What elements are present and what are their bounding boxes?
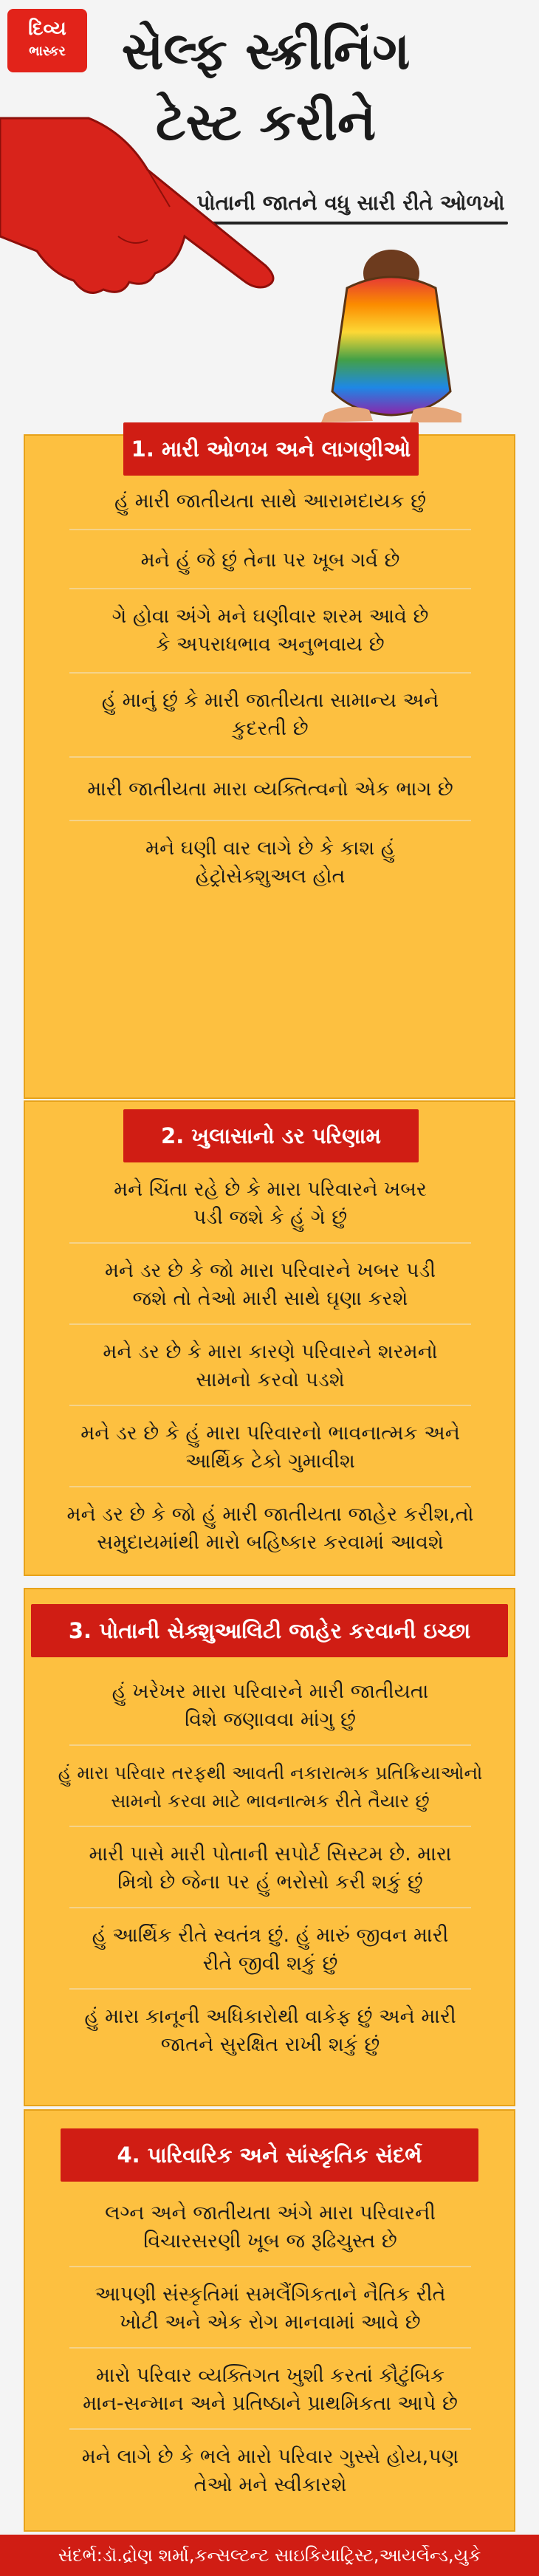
section-heading: 4. પારિવારિક અને સાંસ્કૃતિક સંદર્ભ	[61, 2128, 478, 2182]
divider	[69, 1988, 471, 1990]
divider	[69, 1486, 471, 1487]
list-item: મને ડર છે કે જો મારા પરિવારને ખબર પડી જશે તો તેઓ મારી સાથે ઘૃણા કરશે	[104, 1259, 436, 1310]
page-title-line-1: સેલ્ફ સ્ક્રીનિંગ	[121, 21, 411, 81]
page-title-line-2: ટેસ્ટ કરીને	[155, 92, 377, 152]
section-heading: 2. ખુલાસાનો ડર પરિણામ	[123, 1109, 419, 1162]
divider	[69, 1826, 471, 1827]
list-item: મને ડર છે કે જો હું મારી જાતીયતા જાહેર કરીશ,તો સમુદાયમાંથી મારો બહિષ્કાર કરવામાં આવશે	[66, 1503, 474, 1554]
page-subtitle: પોતાની જાતને વધુ સારી રીતે ઓળખો	[196, 191, 505, 215]
section-panel-cultural	[24, 2109, 515, 2532]
divider	[69, 1907, 471, 1908]
list-item: મને ચિંતા રહે છે કે મારા પરિવારને ખબર પડી જશે કે હું ગે છું	[114, 1178, 427, 1229]
divider	[69, 2266, 471, 2267]
divider	[69, 672, 471, 674]
list-item: હું માનું છું કે મારી જાતીયતા સામાન્ય અને કુદરતી છે	[101, 689, 439, 740]
divider	[69, 2428, 471, 2430]
divider	[69, 1323, 471, 1325]
list-item: મારી પાસે મારી પોતાની સપોર્ટ સિસ્ટમ છે. મારા મિત્રો છે જેના પર હું ભરોસો કરી શકું છું	[89, 1843, 452, 1894]
list-item: ગે હોવા અંગે મને ઘણીવાર શરમ આવે છે કે અપરાધભાવ અનુભવાય છે	[111, 605, 429, 656]
list-item: આપણી સંસ્કૃતિમાં સમલૈંગિકતાને નૈતિક રીતે ખોટી અને એક રોગ માનવામાં આવે છે	[95, 2283, 446, 2334]
section-panel-fear	[24, 1100, 515, 1576]
list-item: મને ડર છે કે મારા કારણે પરિવારને શરમનો સામનો કરવો પડશે	[103, 1340, 438, 1391]
section-heading: 1. મારી ઓળખ અને લાગણીઓ	[123, 422, 419, 476]
list-item: મને ઘણી વાર લાગે છે કે કાશ હું હેટ્રોસેક્શુઅલ હોત	[145, 837, 395, 888]
list-item: હું મારી જાતીયતા સાથે આરામદાયક છું	[114, 490, 427, 513]
section-panel-identity	[24, 434, 515, 1099]
list-item: મને ડર છે કે હું મારા પરિવારનો ભાવનાત્મક અને આર્થિક ટેકો ગુમાવીશ	[80, 1422, 460, 1473]
list-item: મને લાગે છે કે ભલે મારો પરિવાર ગુસ્સે હોય,પણ તેઓ મને સ્વીકારશે	[81, 2445, 459, 2496]
divider	[69, 756, 471, 758]
section-heading: 3. પોતાની સેક્શુઆલિટી જાહેર કરવાની ઇચ્છા	[31, 1604, 508, 1657]
divider	[69, 2347, 471, 2349]
list-item: હું મારા પરિવાર તરફથી આવતી નકારાત્મક પ્રતિક્રિયાઓનો સામનો કરવા માટે ભાવનાત્મક રીતે તૈયાર છું	[58, 1762, 483, 1812]
brand-logo	[7, 9, 87, 72]
divider	[69, 1405, 471, 1406]
divider	[69, 1242, 471, 1244]
logo-line-2: ભાસ્કર	[29, 44, 66, 59]
list-item: મને હું જે છું તેના પર ખૂબ ગર્વ છે	[140, 549, 400, 572]
divider	[69, 1744, 471, 1746]
list-item: હું મારા કાનૂની અધિકારોથી વાકેફ છું અને મારી જાતને સુરક્ષિત રાખી શકું છું	[84, 2005, 456, 2056]
divider	[69, 529, 471, 530]
section-panel-disclosure	[24, 1588, 515, 2106]
crouching-person-illustration	[281, 244, 502, 428]
list-item: મારી જાતીયતા મારા વ્યક્તિત્વનો એક ભાગ છે	[87, 778, 453, 801]
list-item: મારો પરિવાર વ્યક્તિગત ખુશી કરતાં કૌટુંબિક માન-સન્માન અને પ્રતિષ્ઠાને પ્રાથમિકતા આપે છે	[83, 2364, 458, 2415]
source-credit: સંદર્ભ:ડૉ.દ્રોણ શર્મા,કન્સલ્ટન્ટ સાઇકિયાટ્રિસ્ટ,આયર્લેન્ડ,યુકે	[0, 2535, 539, 2576]
divider	[69, 588, 471, 589]
divider	[69, 820, 471, 821]
list-item: હું આર્થિક રીતે સ્વતંત્ર છું. હું મારું જીવન મારી રીતે જીવી શકું છું	[92, 1924, 449, 1975]
pointing-hand-illustration	[0, 89, 295, 310]
list-item: લગ્ન અને જાતીયતા અંગે મારા પરિવારની વિચારસરણી ખૂબ જ રૂઢિચુસ્ત છે	[105, 2202, 436, 2253]
logo-line-1: દિવ્ય	[28, 18, 66, 40]
list-item: હું ખરેખર મારા પરિવારને મારી જાતીયતા વિશે જણાવવા માંગુ છું	[111, 1680, 429, 1731]
